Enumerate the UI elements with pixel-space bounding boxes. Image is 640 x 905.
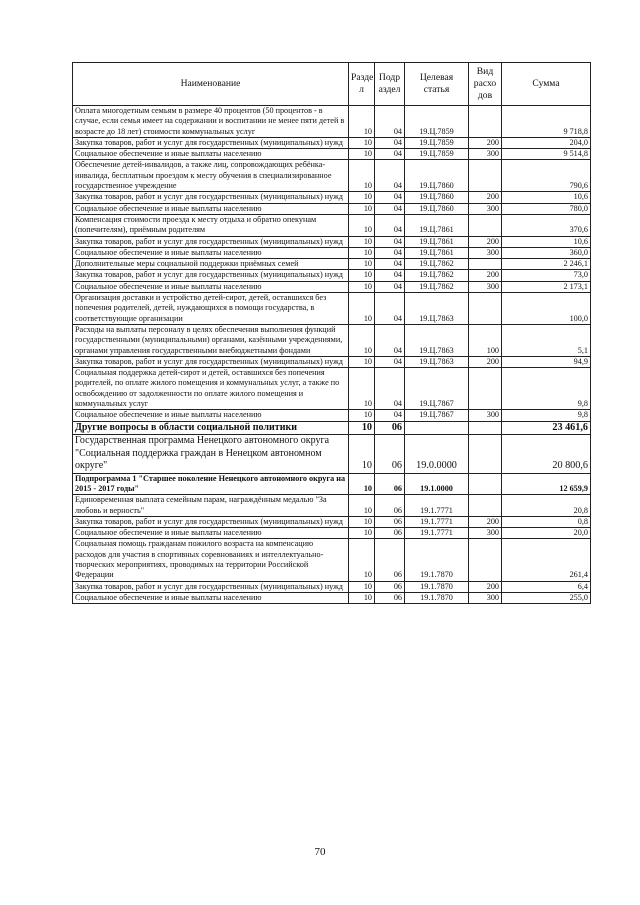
cell-target: 19.Ц.7861 (405, 247, 469, 258)
cell-sum: 73,0 (502, 270, 591, 281)
cell-sum: 9,8 (502, 410, 591, 421)
cell-target: 19.Ц.7860 (405, 160, 469, 192)
cell-sum: 10,6 (502, 236, 591, 247)
header-target: Целевая статья (405, 63, 469, 106)
table-row (73, 236, 591, 247)
cell-target: 19.Ц.7862 (405, 281, 469, 292)
cell-name: Компенсация стоимости проезда к месту отдыха и обратно опекунам (попечителям), приёмным родителям (73, 214, 349, 236)
cell-name: Социальная помощь гражданам пожилого возраста на компенсацию расходов для участия в спортивных соревнованиях и интеллектуально-творческих мероприятиях, проводимых на территории Российской Федерации (73, 539, 349, 581)
cell-target: 19.Ц.7862 (405, 270, 469, 281)
cell-vid (469, 259, 502, 270)
cell-sum: 360,0 (502, 247, 591, 258)
cell-vid: 300 (469, 203, 502, 214)
cell-razdel: 10 (349, 137, 375, 148)
cell-sum: 100,0 (502, 293, 591, 325)
cell-sum: 370,6 (502, 214, 591, 236)
cell-target: 19.1.7870 (405, 539, 469, 581)
cell-podrazdel: 04 (375, 410, 405, 421)
cell-razdel: 10 (349, 281, 375, 292)
cell-podrazdel: 06 (375, 516, 405, 527)
cell-sum: 20,0 (502, 528, 591, 539)
cell-name: Закупка товаров, работ и услуг для государственных (муниципальных) нужд (73, 270, 349, 281)
cell-razdel: 10 (349, 368, 375, 410)
cell-podrazdel: 06 (375, 421, 405, 435)
cell-razdel: 10 (349, 324, 375, 356)
table-row (73, 247, 591, 258)
table-row (73, 192, 591, 203)
table-row (73, 203, 591, 214)
cell-vid: 200 (469, 581, 502, 592)
cell-target: 19.Ц.7861 (405, 214, 469, 236)
cell-name: Расходы на выплаты персоналу в целях обеспечения выполнения функций государственными (муниципальными) органами, казёнными учреждениями, органами управления государственными внебюджетными фондами (73, 324, 349, 356)
cell-name: Закупка товаров, работ и услуг для государственных (муниципальных) нужд (73, 516, 349, 527)
cell-podrazdel: 06 (375, 528, 405, 539)
cell-name: Государственная программа Ненецкого автономного округа "Социальная поддержка граждан в Ненецком автономном округе" (73, 435, 349, 474)
cell-vid (469, 160, 502, 192)
cell-name: Подпрограмма 1 "Старшее поколение Ненецкого автономного округа на 2015 - 2017 годы" (73, 473, 349, 495)
cell-podrazdel: 04 (375, 270, 405, 281)
cell-podrazdel: 06 (375, 495, 405, 517)
cell-target: 19.Ц.7863 (405, 356, 469, 367)
cell-name: Дополнительные меры социальной поддержки приёмных семей (73, 259, 349, 270)
cell-razdel: 10 (349, 421, 375, 435)
table-row (73, 356, 591, 367)
header-vid: Вид расхо дов (469, 63, 502, 106)
cell-target: 19.1.7870 (405, 581, 469, 592)
table-row (73, 473, 591, 495)
cell-podrazdel: 04 (375, 106, 405, 138)
cell-razdel: 10 (349, 149, 375, 160)
table-row (73, 137, 591, 148)
cell-razdel: 10 (349, 203, 375, 214)
cell-sum: 20,8 (502, 495, 591, 517)
cell-target: 19.1.0000 (405, 473, 469, 495)
cell-target: 19.1.7771 (405, 495, 469, 517)
cell-name: Закупка товаров, работ и услуг для государственных (муниципальных) нужд (73, 137, 349, 148)
cell-sum: 12 659,9 (502, 473, 591, 495)
cell-vid: 200 (469, 516, 502, 527)
header-sum: Сумма (502, 63, 591, 106)
cell-name: Организация доставки и устройство детей-сирот, детей, оставшихся без попечения родителей, детей, нуждающихся в помощи государства, в соответствующие организации (73, 293, 349, 325)
cell-razdel: 10 (349, 236, 375, 247)
cell-sum: 9 514,8 (502, 149, 591, 160)
cell-target (405, 421, 469, 435)
cell-target: 19.1.7771 (405, 528, 469, 539)
table-row (73, 106, 591, 138)
cell-sum: 2 173,1 (502, 281, 591, 292)
cell-podrazdel: 04 (375, 137, 405, 148)
table-header-row (73, 63, 591, 106)
table-row (73, 592, 591, 603)
cell-sum: 6,4 (502, 581, 591, 592)
table-row (73, 581, 591, 592)
cell-razdel: 10 (349, 495, 375, 517)
cell-razdel: 10 (349, 259, 375, 270)
cell-name: Обеспечение детей-инвалидов, а также лиц, сопровождающих ребёнка-инвалида, бесплатным проездом к месту обучения в специализированное государственное учреждение (73, 160, 349, 192)
cell-podrazdel: 06 (375, 581, 405, 592)
header-podrazdel: Подр аздел (375, 63, 405, 106)
cell-vid (469, 435, 502, 474)
table-row (73, 324, 591, 356)
table-row (73, 516, 591, 527)
cell-vid: 200 (469, 356, 502, 367)
cell-razdel: 10 (349, 270, 375, 281)
table-row (73, 160, 591, 192)
cell-name: Закупка товаров, работ и услуг для государственных (муниципальных) нужд (73, 192, 349, 203)
cell-name: Социальное обеспечение и иные выплаты населению (73, 247, 349, 258)
cell-vid: 300 (469, 247, 502, 258)
cell-sum: 9,8 (502, 368, 591, 410)
cell-target: 19.Ц.7867 (405, 410, 469, 421)
cell-vid (469, 473, 502, 495)
table-row (73, 410, 591, 421)
cell-vid: 300 (469, 528, 502, 539)
cell-name: Социальное обеспечение и иные выплаты населению (73, 203, 349, 214)
table-row (73, 149, 591, 160)
cell-razdel: 10 (349, 214, 375, 236)
cell-podrazdel: 04 (375, 203, 405, 214)
table-row (73, 495, 591, 517)
cell-target: 19.Ц.7863 (405, 324, 469, 356)
cell-target: 19.Ц.7867 (405, 368, 469, 410)
cell-podrazdel: 06 (375, 539, 405, 581)
cell-vid: 200 (469, 192, 502, 203)
cell-vid (469, 214, 502, 236)
cell-razdel: 10 (349, 435, 375, 474)
cell-podrazdel: 04 (375, 149, 405, 160)
cell-sum: 9 718,8 (502, 106, 591, 138)
table-row (73, 270, 591, 281)
cell-name: Закупка товаров, работ и услуг для государственных (муниципальных) нужд (73, 356, 349, 367)
cell-sum: 780,0 (502, 203, 591, 214)
cell-name: Единовременная выплата семейным парам, награждённым медалью "За любовь и верность" (73, 495, 349, 517)
cell-podrazdel: 06 (375, 435, 405, 474)
cell-name: Социальная поддержка детей-сирот и детей, оставшихся без попечения родителей, по оплате жилого помещения и коммунальных услуг, а также по освобождению от задолженности по оплате жилого помещения и коммунальных услуг (73, 368, 349, 410)
budget-table-page (72, 62, 590, 604)
cell-razdel: 10 (349, 356, 375, 367)
cell-name: Социальное обеспечение и иные выплаты населению (73, 410, 349, 421)
cell-target: 19.Ц.7862 (405, 259, 469, 270)
page-number: 70 (314, 846, 326, 858)
cell-vid: 100 (469, 324, 502, 356)
cell-vid: 300 (469, 149, 502, 160)
table-row (73, 528, 591, 539)
cell-podrazdel: 04 (375, 247, 405, 258)
cell-podrazdel: 04 (375, 236, 405, 247)
cell-razdel: 10 (349, 592, 375, 603)
cell-vid: 300 (469, 281, 502, 292)
cell-razdel: 10 (349, 106, 375, 138)
cell-razdel: 10 (349, 528, 375, 539)
cell-target: 19.Ц.7859 (405, 149, 469, 160)
cell-target: 19.Ц.7859 (405, 137, 469, 148)
cell-razdel: 10 (349, 160, 375, 192)
cell-target: 19.Ц.7861 (405, 236, 469, 247)
cell-podrazdel: 04 (375, 324, 405, 356)
cell-name: Оплата многодетным семьям в размере 40 процентов (50 процентов - в случае, если семья имеет на содержании и воспитании не менее пяти детей в возрасте до 18 лет) стоимости коммунальных услуг (73, 106, 349, 138)
cell-podrazdel: 06 (375, 473, 405, 495)
cell-razdel: 10 (349, 539, 375, 581)
cell-razdel: 10 (349, 516, 375, 527)
cell-sum: 5,1 (502, 324, 591, 356)
cell-sum: 10,6 (502, 192, 591, 203)
cell-podrazdel: 04 (375, 192, 405, 203)
cell-vid: 300 (469, 410, 502, 421)
cell-razdel: 10 (349, 581, 375, 592)
cell-vid (469, 293, 502, 325)
cell-name: Другие вопросы в области социальной политики (73, 421, 349, 435)
cell-podrazdel: 04 (375, 368, 405, 410)
cell-target: 19.Ц.7859 (405, 106, 469, 138)
cell-podrazdel: 04 (375, 160, 405, 192)
cell-vid: 300 (469, 592, 502, 603)
cell-target: 19.Ц.7863 (405, 293, 469, 325)
cell-razdel: 10 (349, 410, 375, 421)
cell-razdel: 10 (349, 192, 375, 203)
cell-name: Закупка товаров, работ и услуг для государственных (муниципальных) нужд (73, 236, 349, 247)
cell-vid (469, 539, 502, 581)
cell-razdel: 10 (349, 293, 375, 325)
cell-podrazdel: 04 (375, 214, 405, 236)
cell-sum: 20 800,6 (502, 435, 591, 474)
cell-sum: 0,8 (502, 516, 591, 527)
cell-vid (469, 495, 502, 517)
cell-podrazdel: 04 (375, 259, 405, 270)
table-row (73, 435, 591, 474)
cell-name: Закупка товаров, работ и услуг для государственных (муниципальных) нужд (73, 581, 349, 592)
table-row (73, 539, 591, 581)
cell-target: 19.0.0000 (405, 435, 469, 474)
cell-sum: 2 246,1 (502, 259, 591, 270)
cell-vid (469, 368, 502, 410)
cell-sum: 94,9 (502, 356, 591, 367)
cell-name: Социальное обеспечение и иные выплаты населению (73, 281, 349, 292)
cell-sum: 204,0 (502, 137, 591, 148)
cell-vid (469, 421, 502, 435)
cell-podrazdel: 06 (375, 592, 405, 603)
table-row (73, 421, 591, 435)
cell-vid: 200 (469, 270, 502, 281)
cell-sum: 255,0 (502, 592, 591, 603)
cell-name: Социальное обеспечение и иные выплаты населению (73, 149, 349, 160)
cell-name: Социальное обеспечение и иные выплаты населению (73, 528, 349, 539)
budget-table (72, 62, 591, 604)
cell-target: 19.1.7771 (405, 516, 469, 527)
cell-target: 19.Ц.7860 (405, 203, 469, 214)
cell-podrazdel: 04 (375, 281, 405, 292)
table-row (73, 281, 591, 292)
table-row (73, 259, 591, 270)
cell-razdel: 10 (349, 247, 375, 258)
cell-vid: 200 (469, 236, 502, 247)
table-row (73, 368, 591, 410)
cell-name: Социальное обеспечение и иные выплаты населению (73, 592, 349, 603)
table-row (73, 293, 591, 325)
cell-vid: 200 (469, 137, 502, 148)
header-name: Наименование (73, 63, 349, 106)
cell-razdel: 10 (349, 473, 375, 495)
cell-target: 19.1.7870 (405, 592, 469, 603)
cell-sum: 261,4 (502, 539, 591, 581)
table-row (73, 214, 591, 236)
cell-target: 19.Ц.7860 (405, 192, 469, 203)
cell-podrazdel: 04 (375, 293, 405, 325)
header-razdel: Разде л (349, 63, 375, 106)
cell-sum: 790,6 (502, 160, 591, 192)
cell-podrazdel: 04 (375, 356, 405, 367)
cell-vid (469, 106, 502, 138)
cell-sum: 23 461,6 (502, 421, 591, 435)
